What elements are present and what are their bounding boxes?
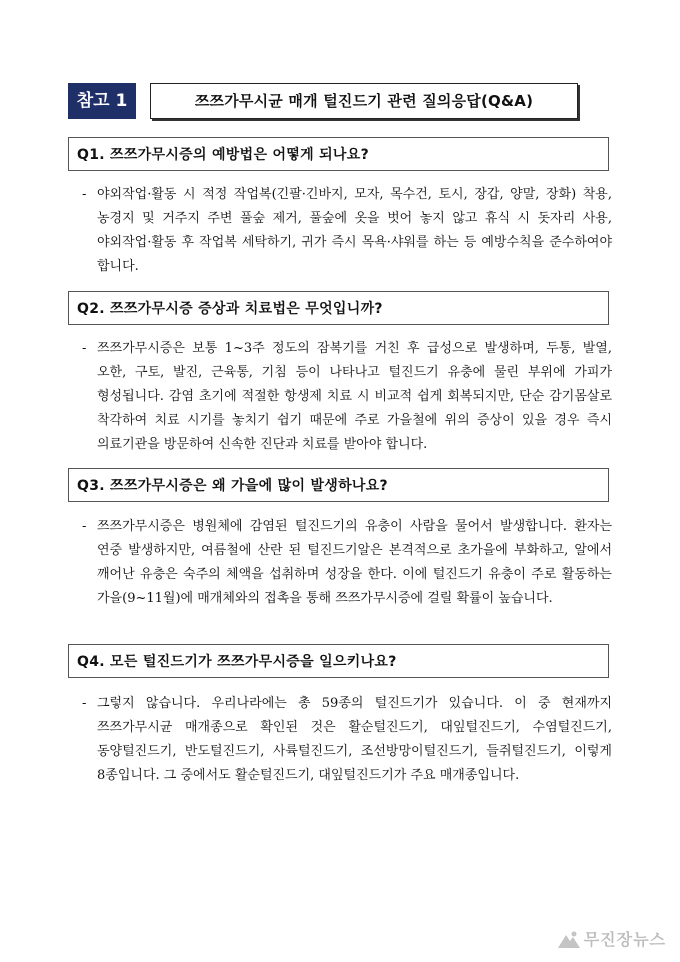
answer-1	[82, 183, 612, 279]
question-4: Q4. 모든 털진드기가 쯔쯔가무시증을 일으키나요?	[68, 644, 609, 678]
answer-4-text: 그렇지 않습니다. 우리나라에는 총 59종의 털진드기가 있습니다. 이 중 현재까지 쯔쯔가무시균 매개종으로 확인된 것은 활순털진드기, 대잎털진드기, 수염털진드기, 동양털진드기, 반도털진드기, 사륙털진드기, 조선방망이털진드기, 들쥐털진드기, 이렇게 8종입니다. 그 중에서도 활순털진드기, 대잎털진드기가 주요 매개종입니다.	[97, 696, 612, 783]
answer-1-text: 야외작업·활동 시 적정 작업복(긴팔·긴바지, 모자, 목수건, 토시, 장갑, 양말, 장화) 착용, 농경지 및 거주지 주변 풀숲 제거, 풀숲에 옷을 벗어 놓지 않고 휴식 시 돗자리 사용, 야외작업·활동 후 작업복 세탁하기, 귀가 즉시 목욕·샤워를 하는 등 예방수칙을 준수하여야 합니다.	[97, 187, 612, 274]
answer-3-text: 쯔쯔가무시증은 병원체에 감염된 털진드기의 유충이 사람을 물어서 발생합니다. 환자는 연중 발생하지만, 여름철에 산란 된 털진드기알은 본격적으로 초가을에 부화하고, 알에서 깨어난 유충은 숙주의 체액을 섭취하며 성장을 한다. 이에 털진드기 유충이 주로 활동하는 가을(9~11월)에 매개체와의 접촉을 통해 쯔쯔가무시증에 걸릴 확률이 높습니다.	[97, 519, 612, 606]
question-2: Q2. 쯔쯔가무시증 증상과 치료법은 무엇입니까?	[68, 291, 609, 325]
document-header	[68, 83, 578, 119]
question-1: Q1. 쯔쯔가무시증의 예방법은 어떻게 되나요?	[68, 137, 609, 171]
watermark	[558, 927, 666, 950]
watermark-text: 무진장뉴스	[583, 930, 666, 949]
bullet-dash: -	[82, 187, 87, 202]
reference-badge: 참고 1	[68, 83, 136, 119]
question-3: Q3. 쯔쯔가무시증은 왜 가을에 많이 발생하나요?	[68, 468, 609, 502]
document-title: 쯔쯔가무시균 매개 털진드기 관련 질의응답(Q&A)	[150, 83, 578, 119]
bullet-dash: -	[82, 519, 87, 534]
bullet-dash: -	[82, 341, 87, 356]
bullet-dash: -	[82, 696, 87, 711]
mountain-logo-icon	[558, 930, 580, 948]
answer-3	[82, 515, 612, 611]
answer-2-text: 쯔쯔가무시증은 보통 1~3주 정도의 잠복기를 거친 후 급성으로 발생하며, 두통, 발열, 오한, 구토, 발진, 근육통, 기침 등이 나타나고 털진드기 유충에 물린 부위에 가피가 형성됩니다. 감염 초기에 적절한 항생제 치료 시 비교적 쉽게 회복되지만, 단순 감기몸살로 착각하여 치료 시기를 놓치기 쉽기 때문에 주로 가을철에 위의 증상이 있을 경우 즉시 의료기관을 방문하여 신속한 진단과 치료를 받아야 합니다.	[97, 341, 612, 452]
answer-2	[82, 337, 612, 457]
answer-4	[82, 692, 612, 788]
